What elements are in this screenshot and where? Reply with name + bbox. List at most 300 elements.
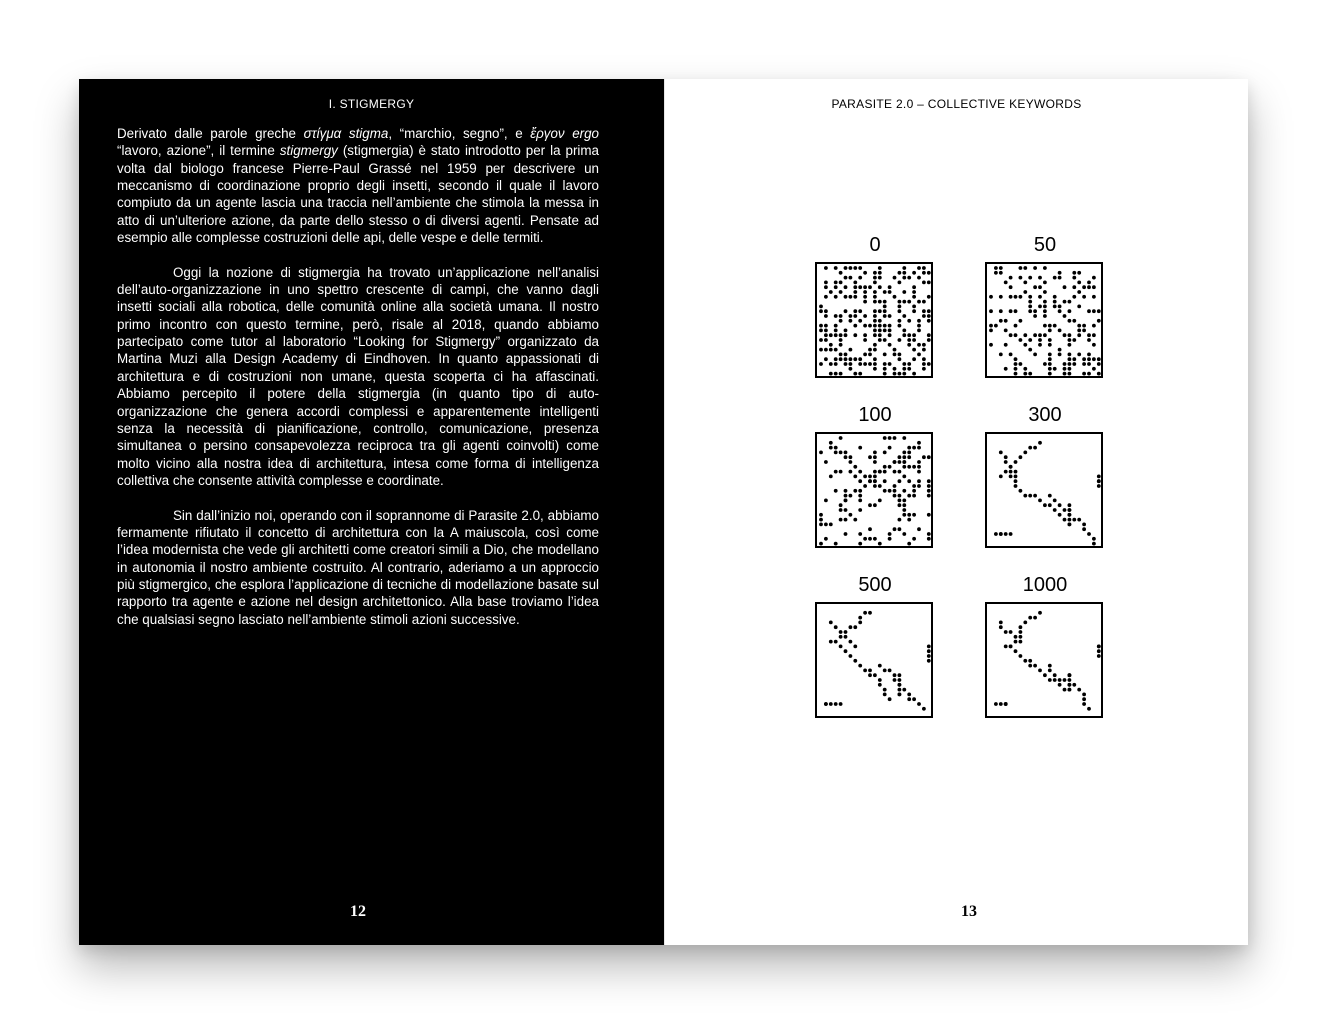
agent-dot — [1077, 353, 1081, 357]
agent-dot — [1058, 503, 1062, 507]
agent-dot — [1058, 678, 1062, 682]
agent-dot — [834, 640, 838, 644]
agent-dot — [1033, 309, 1037, 313]
agent-dot — [1077, 281, 1081, 285]
agent-dot — [849, 494, 853, 498]
agent-dot — [1063, 362, 1067, 366]
agent-dot — [829, 333, 833, 337]
agent-dot — [873, 362, 877, 366]
agent-dot — [858, 542, 862, 546]
agent-dot — [912, 338, 916, 342]
agent-dot — [902, 266, 906, 270]
agent-dot — [902, 362, 906, 366]
agent-dot — [1043, 362, 1047, 366]
agent-dot — [1028, 348, 1032, 352]
agent-dot — [819, 305, 823, 309]
agent-dot — [1009, 276, 1013, 280]
agent-dot — [1038, 285, 1042, 289]
agent-dot — [927, 489, 931, 493]
agent-dot — [868, 673, 872, 677]
agent-dot — [898, 518, 902, 522]
agent-dot — [893, 348, 897, 352]
agent-dot — [873, 503, 877, 507]
agent-dot — [893, 489, 897, 493]
agent-dot — [898, 479, 902, 483]
agent-dot — [883, 436, 887, 440]
agent-dot — [1053, 300, 1057, 304]
agent-dot — [989, 309, 993, 313]
agent-dot — [839, 372, 843, 376]
agent-dot — [922, 271, 926, 275]
agent-dot — [1019, 319, 1023, 323]
agent-dot — [1068, 300, 1072, 304]
agent-dot — [873, 300, 877, 304]
agent-dot — [927, 649, 931, 653]
agent-dot — [1072, 362, 1076, 366]
agent-dot — [1092, 367, 1096, 371]
agent-dot — [1077, 333, 1081, 337]
agent-dot — [902, 436, 906, 440]
agent-dot — [902, 499, 906, 503]
agent-dot — [858, 285, 862, 289]
left-page — [79, 79, 664, 945]
agent-dot — [912, 357, 916, 361]
agent-dot — [917, 470, 921, 474]
agent-dot — [1048, 503, 1052, 507]
agent-dot — [1033, 616, 1037, 620]
agent-dot — [1063, 367, 1067, 371]
agent-dot — [824, 537, 828, 541]
agent-dot — [994, 266, 998, 270]
agent-dot — [834, 266, 838, 270]
agent-dot — [878, 329, 882, 333]
agent-dot — [1028, 494, 1032, 498]
agent-dot — [844, 309, 848, 313]
agent-dot — [1033, 664, 1037, 668]
agent-dot — [902, 489, 906, 493]
agent-dot — [839, 290, 843, 294]
agent-dot — [824, 357, 828, 361]
agent-dot — [1097, 319, 1101, 323]
agent-dot — [883, 362, 887, 366]
agent-dot — [1023, 621, 1027, 625]
agent-dot — [1082, 324, 1086, 328]
agent-dot — [883, 329, 887, 333]
agent-dot — [853, 645, 857, 649]
agent-dot — [912, 372, 916, 376]
agent-dot — [844, 532, 848, 536]
agent-dot — [898, 305, 902, 309]
agent-dot — [1092, 542, 1096, 546]
agent-dot — [868, 527, 872, 531]
agent-dot — [883, 470, 887, 474]
agent-dot — [1009, 333, 1013, 337]
agent-dot — [1053, 499, 1057, 503]
agent-dot — [849, 470, 853, 474]
agent-dot — [1058, 513, 1062, 517]
agent-dot — [1038, 333, 1042, 337]
agent-dot — [999, 475, 1003, 479]
agent-dot — [912, 513, 916, 517]
agent-dot — [922, 281, 926, 285]
agent-dot — [1009, 309, 1013, 313]
agent-dot — [1097, 372, 1101, 376]
agent-dot — [868, 348, 872, 352]
agent-dot — [907, 446, 911, 450]
agent-dot — [927, 338, 931, 342]
agent-dot — [1087, 357, 1091, 361]
right-page — [664, 79, 1248, 945]
agent-dot — [1019, 625, 1023, 629]
agent-dot — [893, 673, 897, 677]
agent-dot — [819, 542, 823, 546]
agent-dot — [878, 499, 882, 503]
agent-dot — [868, 475, 872, 479]
agent-dot — [893, 678, 897, 682]
panel-label: 100 — [858, 404, 892, 426]
agent-dot — [834, 372, 838, 376]
agent-dot — [824, 281, 828, 285]
agent-dot — [1014, 649, 1018, 653]
agent-dot — [844, 451, 848, 455]
agent-dot — [1077, 324, 1081, 328]
agent-dot — [917, 479, 921, 483]
agent-dot — [824, 499, 828, 503]
agent-dot — [878, 285, 882, 289]
agent-dot — [1014, 635, 1018, 639]
agent-dot — [912, 494, 916, 498]
agent-dot — [1033, 266, 1037, 270]
agent-dot — [917, 300, 921, 304]
agent-dot — [888, 465, 892, 469]
agent-dot — [1019, 295, 1023, 299]
agent-dot — [907, 513, 911, 517]
agent-dot — [839, 333, 843, 337]
agent-dot — [849, 460, 853, 464]
agent-dot — [858, 479, 862, 483]
agent-dot — [853, 314, 857, 318]
agent-dot — [819, 523, 823, 527]
agent-dot — [1019, 654, 1023, 658]
agent-dot — [1023, 494, 1027, 498]
panel-label: 300 — [1028, 404, 1062, 426]
agent-dot — [1023, 343, 1027, 347]
agent-dot — [1014, 333, 1018, 337]
agent-dot — [893, 436, 897, 440]
agent-dot — [927, 645, 931, 649]
agent-dot — [1097, 357, 1101, 361]
agent-dot — [1014, 357, 1018, 361]
agent-dot — [829, 290, 833, 294]
agent-dot — [888, 532, 892, 536]
agent-dot — [1092, 537, 1096, 541]
agent-dot — [898, 271, 902, 275]
agent-dot — [1072, 295, 1076, 299]
agent-dot — [1077, 290, 1081, 294]
agent-dot — [1038, 441, 1042, 445]
running-head-right: PARASITE 2.0 – COLLECTIVE KEYWORDS — [831, 97, 1082, 111]
agent-dot — [907, 697, 911, 701]
agent-dot — [844, 494, 848, 498]
paragraph — [117, 264, 599, 489]
agent-dot — [888, 362, 892, 366]
agent-dot — [873, 319, 877, 323]
agent-dot — [999, 532, 1003, 536]
agent-dot — [898, 281, 902, 285]
agent-dot — [1033, 353, 1037, 357]
agent-dot — [1019, 489, 1023, 493]
agent-dot — [893, 494, 897, 498]
simulation-panel — [815, 602, 933, 718]
agent-dot — [927, 295, 931, 299]
agent-dot — [839, 314, 843, 318]
agent-dot — [927, 532, 931, 536]
agent-dot — [863, 300, 867, 304]
agent-dot — [878, 683, 882, 687]
agent-dot — [834, 702, 838, 706]
agent-dot — [1038, 669, 1042, 673]
agent-dot — [883, 300, 887, 304]
agent-dot — [863, 475, 867, 479]
agent-dot — [898, 353, 902, 357]
agent-dot — [858, 319, 862, 323]
agent-dot — [912, 489, 916, 493]
agent-dot — [853, 333, 857, 337]
agent-dot — [1092, 309, 1096, 313]
agent-dot — [1033, 285, 1037, 289]
agent-dot — [888, 669, 892, 673]
agent-dot — [1009, 645, 1013, 649]
agent-dot — [907, 319, 911, 323]
agent-dot — [912, 348, 916, 352]
agent-dot — [1014, 460, 1018, 464]
agent-dot — [1014, 324, 1018, 328]
agent-dot — [1028, 276, 1032, 280]
agent-dot — [902, 503, 906, 507]
agent-dot — [853, 372, 857, 376]
agent-dot — [898, 673, 902, 677]
agent-dot — [1058, 348, 1062, 352]
paragraph — [117, 507, 599, 628]
agent-dot — [917, 527, 921, 531]
agent-dot — [829, 446, 833, 450]
agent-dot — [853, 357, 857, 361]
agent-dot — [907, 465, 911, 469]
agent-dot — [927, 281, 931, 285]
text-run: Sin dall’inizio noi, operando con il soprannome di Parasite 2.0, abbiamo fermamente rifiutato il concetto di architettura con la A maiuscola, così come l’idea modernista che vede gli architetti come creatori simili a Dio, che modellano in autonomia il nostro ambiente costruito. Al contrario, aderiamo a un approccio più stigmergico, che esplora l’applicazione di tecniche di modellazione basate sul rapporto tra agente e azione nel design architettonico. Alla base troviamo l’idea che qualsiasi segno lasciato nell’ambiente stimoli azioni successive. — [117, 507, 599, 627]
agent-dot — [1048, 357, 1052, 361]
agent-dot — [1004, 367, 1008, 371]
agent-dot — [893, 484, 897, 488]
agent-dot — [873, 455, 877, 459]
agent-dot — [1082, 295, 1086, 299]
agent-dot — [1082, 523, 1086, 527]
agent-dot — [888, 324, 892, 328]
agent-dot — [853, 465, 857, 469]
text-run: Derivato dalle parole greche — [117, 126, 304, 141]
agent-dot — [1092, 285, 1096, 289]
agent-dot — [912, 446, 916, 450]
agent-dot — [829, 362, 833, 366]
agent-dot — [1087, 338, 1091, 342]
agent-dot — [1082, 697, 1086, 701]
agent-dot — [898, 319, 902, 323]
agent-dot — [1019, 635, 1023, 639]
agent-dot — [1072, 683, 1076, 687]
agent-dot — [868, 324, 872, 328]
agent-dot — [1009, 470, 1013, 474]
agent-dot — [1077, 518, 1081, 522]
agent-dot — [1068, 353, 1072, 357]
agent-dot — [1082, 357, 1086, 361]
agent-dot — [834, 329, 838, 333]
agent-dot — [1097, 475, 1101, 479]
agent-dot — [1023, 451, 1027, 455]
agent-dot — [927, 362, 931, 366]
agent-dot — [927, 484, 931, 488]
agent-dot — [1072, 338, 1076, 342]
agent-dot — [902, 688, 906, 692]
agent-dot — [1087, 707, 1091, 711]
agent-dot — [863, 314, 867, 318]
agent-dot — [878, 309, 882, 313]
agent-dot — [849, 357, 853, 361]
agent-dot — [927, 494, 931, 498]
agent-dot — [1038, 338, 1042, 342]
agent-dot — [844, 276, 848, 280]
agent-dot — [1082, 372, 1086, 376]
agent-dot — [858, 621, 862, 625]
agent-dot — [1063, 508, 1067, 512]
agent-dot — [1004, 319, 1008, 323]
agent-dot — [878, 678, 882, 682]
agent-dot — [829, 372, 833, 376]
agent-dot — [1043, 305, 1047, 309]
agent-dot — [1063, 678, 1067, 682]
agent-dot — [1043, 324, 1047, 328]
panel-label: 500 — [858, 574, 892, 596]
agent-dot — [834, 333, 838, 337]
agent-dot — [863, 611, 867, 615]
agent-dot — [999, 295, 1003, 299]
agent-dot — [839, 470, 843, 474]
agent-dot — [1028, 309, 1032, 313]
agent-dot — [912, 290, 916, 294]
agent-dot — [888, 697, 892, 701]
agent-dot — [1063, 688, 1067, 692]
agent-dot — [1068, 367, 1072, 371]
agent-dot — [1009, 532, 1013, 536]
agent-dot — [824, 309, 828, 313]
agent-dot — [883, 693, 887, 697]
agent-dot — [1087, 532, 1091, 536]
agent-dot — [878, 276, 882, 280]
agent-dot — [858, 532, 862, 536]
agent-dot — [883, 451, 887, 455]
agent-dot — [1072, 276, 1076, 280]
agent-dot — [1019, 276, 1023, 280]
agent-dot — [1014, 470, 1018, 474]
agent-dot — [888, 537, 892, 541]
agent-dot — [907, 479, 911, 483]
agent-dot — [1004, 532, 1008, 536]
agent-dot — [1068, 357, 1072, 361]
agent-dot — [844, 295, 848, 299]
agent-dot — [917, 460, 921, 464]
agent-dot — [1097, 484, 1101, 488]
agent-dot — [902, 333, 906, 337]
agent-dot — [1068, 333, 1072, 337]
agent-dot — [922, 362, 926, 366]
agent-dot — [907, 300, 911, 304]
agent-dot — [1023, 333, 1027, 337]
agent-dot — [844, 329, 848, 333]
agent-dot — [1048, 324, 1052, 328]
agent-dot — [1087, 362, 1091, 366]
agent-dot — [853, 518, 857, 522]
agent-dot — [902, 329, 906, 333]
agent-dot — [1043, 266, 1047, 270]
agent-dot — [873, 295, 877, 299]
agent-dot — [868, 362, 872, 366]
agent-dot — [853, 281, 857, 285]
agent-dot — [1028, 372, 1032, 376]
text-run: (stigmergia) è stato introdotto per la prima volta dal biologo francese Pierre-Paul Grassé nel 1959 per descrivere un meccanismo di coordinazione proprio degli insetti, secondo il quale il lavoro compiuto da un agente lascia una traccia nell’ambiente che stimola la messa in atto di un’ulteriore azione, da parte dello stesso o di diversi agenti. Pensate ad esempio alle complesse costruzioni delle api, delle vespe e delle termiti. — [117, 143, 599, 246]
agent-dot — [829, 441, 833, 445]
agent-dot — [912, 271, 916, 275]
agent-dot — [858, 470, 862, 474]
agent-dot — [912, 295, 916, 299]
agent-dot — [873, 271, 877, 275]
agent-dot — [902, 276, 906, 280]
agent-dot — [824, 523, 828, 527]
agent-dot — [907, 343, 911, 347]
agent-dot — [1004, 281, 1008, 285]
agent-dot — [898, 499, 902, 503]
agent-dot — [912, 305, 916, 309]
agent-dot — [858, 616, 862, 620]
agent-dot — [1033, 333, 1037, 337]
agent-dot — [1077, 271, 1081, 275]
agent-dot — [907, 338, 911, 342]
agent-dot — [898, 300, 902, 304]
agent-dot — [1014, 372, 1018, 376]
agent-dot — [883, 669, 887, 673]
agent-dot — [844, 333, 848, 337]
agent-dot — [1058, 271, 1062, 275]
agent-dot — [927, 319, 931, 323]
agent-dot — [873, 329, 877, 333]
agent-dot — [834, 446, 838, 450]
page-number-right: 13 — [961, 903, 977, 920]
agent-dot — [1023, 290, 1027, 294]
agent-dot — [834, 314, 838, 318]
agent-dot — [888, 290, 892, 294]
agent-dot — [834, 285, 838, 289]
agent-dot — [1068, 338, 1072, 342]
agent-dot — [868, 285, 872, 289]
agent-dot — [912, 465, 916, 469]
agent-dot — [898, 460, 902, 464]
agent-dot — [893, 295, 897, 299]
agent-dot — [922, 314, 926, 318]
agent-dot — [873, 484, 877, 488]
agent-dot — [1019, 630, 1023, 634]
panel-label: 50 — [1033, 234, 1057, 256]
agent-dot — [839, 281, 843, 285]
agent-dot — [873, 537, 877, 541]
agent-dot — [863, 324, 867, 328]
